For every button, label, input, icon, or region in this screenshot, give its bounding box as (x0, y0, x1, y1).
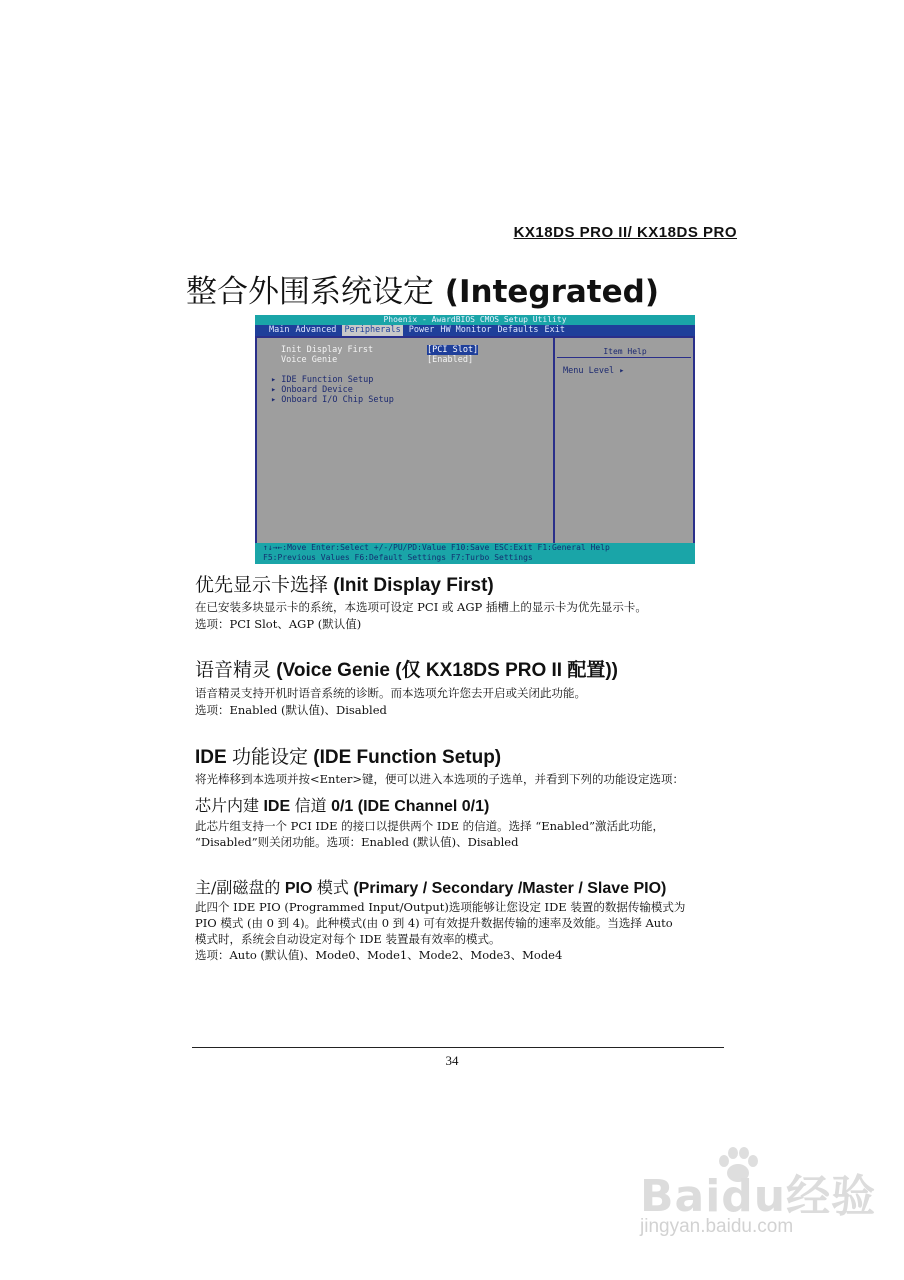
heading-pio-en: (Primary / Secondary /Master / Slave PIO) (353, 880, 667, 897)
bios-help-divider (557, 357, 691, 358)
bios-screenshot (255, 315, 695, 564)
heading-ide-channel (195, 793, 489, 816)
bios-help-title: Item Help (603, 347, 647, 356)
bios-menu-level: Menu Level ▸ (563, 366, 625, 376)
pio-desc-1: 此四个 IDE PIO (Programmed Input/Output)选项能够让您设定 IDE 装置的数据传输模式为 (195, 900, 686, 914)
bios-title: Phoenix - AwardBIOS CMOS Setup Utility (255, 315, 695, 325)
model-header: KX18DS PRO II/ KX18DS PRO (513, 224, 737, 241)
watermark-url: jingyan.baidu.com (640, 1216, 794, 1237)
heading-pio-a: PIO (284, 880, 313, 897)
bios-menu-main: Main (269, 325, 290, 335)
bios-menu-bar (255, 325, 695, 336)
heading-init-display-en: (Init Display First) (333, 575, 494, 596)
page-title-cn: 整合外围系统设定 (186, 274, 434, 310)
bios-footer-line-1: ↑↓→←:Move Enter:Select +/-/PU/PD:Value F10:Save ESC:Exit F1:General Help (263, 543, 610, 552)
voice-genie-desc: 语音精灵支持开机时语音系统的诊断。而本选项允许您去开启或关闭此功能。 (195, 686, 586, 700)
bios-menu-advanced: Advanced (295, 325, 337, 335)
bios-item-voice-genie: Voice Genie (281, 355, 338, 365)
pio-desc-2: PIO 模式 (由 0 到 4)。此种模式(由 0 到 4) 可有效提升数据传输的速率及效能。当选择 Auto (195, 916, 673, 930)
heading-init-display (195, 570, 494, 597)
bios-menu-defaults: Defaults (497, 325, 539, 335)
ide-function-desc: 将光棒移到本选项并按<Enter>键，便可以进入本选项的子选单，并看到下列的功能设定选项： (195, 772, 684, 786)
heading-voice-genie-en: (Voice Genie (仅 KX18DS PRO II 配置)) (276, 660, 619, 681)
page-title-en: (Integrated) (444, 274, 660, 310)
bios-value-voice-genie: [Enabled] (427, 355, 474, 365)
heading-ide-channel-en: 0/1 (IDE Channel 0/1) (331, 798, 490, 815)
page-number: 34 (445, 1053, 459, 1068)
ide-channel-desc-1: 此芯片组支持一个 PCI IDE 的接口以提供两个 IDE 的信道。选择 “Enabled”激活此功能， (195, 819, 664, 833)
heading-ide-channel-a: IDE (263, 798, 291, 815)
page-title (186, 266, 659, 311)
pio-desc-3: 模式时，系统会自动设定对每个 IDE 装置最有效率的模式。 (195, 932, 501, 946)
heading-init-display-cn: 优先显示卡选择 (195, 574, 329, 596)
bios-submenu-onboard-io: ▸ Onboard I/O Chip Setup (271, 395, 394, 405)
bios-divider (553, 336, 555, 555)
bios-submenu-onboard-device: ▸ Onboard Device (271, 385, 353, 395)
bios-menu-power: Power (408, 325, 435, 335)
heading-ide-function-en: (IDE Function Setup) (313, 747, 502, 768)
pio-options: 选项：Auto (默认值)、Mode0、Mode1、Mode2、Mode3、Mode4 (195, 948, 563, 962)
heading-ide-channel-cn2: 信道 (294, 796, 327, 815)
heading-pio-cn2: 模式 (316, 878, 349, 897)
ide-channel-desc-2: “Disabled”则关闭功能。选项：Enabled (默认值)、Disabled (195, 835, 519, 849)
heading-ide-channel-cn1: 芯片内建 (195, 796, 260, 815)
bios-menu-exit: Exit (544, 325, 565, 335)
bios-menu-peripherals: Peripherals (344, 325, 401, 335)
heading-pio (195, 875, 666, 898)
watermark-logo: Baidu经验 (640, 1171, 877, 1222)
bios-submenu-ide: ▸ IDE Function Setup (271, 375, 374, 385)
heading-voice-genie-cn: 语音精灵 (195, 659, 272, 681)
bios-footer-line-2: F5:Previous Values F6:Default Settings F7:Turbo Settings (263, 553, 533, 562)
voice-genie-options: 选项：Enabled (默认值)、Disabled (195, 703, 387, 717)
init-display-options: 选项：PCI Slot、AGP (默认值) (195, 617, 362, 631)
bios-footer (255, 543, 695, 564)
heading-ide-function (195, 742, 501, 769)
bios-main-panel (255, 336, 695, 555)
bios-menu-hw-monitor: HW Monitor (440, 325, 492, 335)
heading-ide-function-cn: 功能设定 (231, 746, 308, 768)
heading-pio-cn1: 主/副磁盘的 (195, 878, 281, 897)
bios-value-init-display: [PCI Slot] (427, 345, 479, 355)
heading-voice-genie (195, 655, 618, 682)
heading-ide-function-a: IDE (195, 747, 227, 768)
init-display-desc: 在已安装多块显示卡的系统，本选项可设定 PCI 或 AGP 插槽上的显示卡为优先显示卡。 (195, 600, 647, 614)
bios-item-init-display: Init Display First (281, 345, 374, 355)
footer-rule (192, 1047, 724, 1048)
